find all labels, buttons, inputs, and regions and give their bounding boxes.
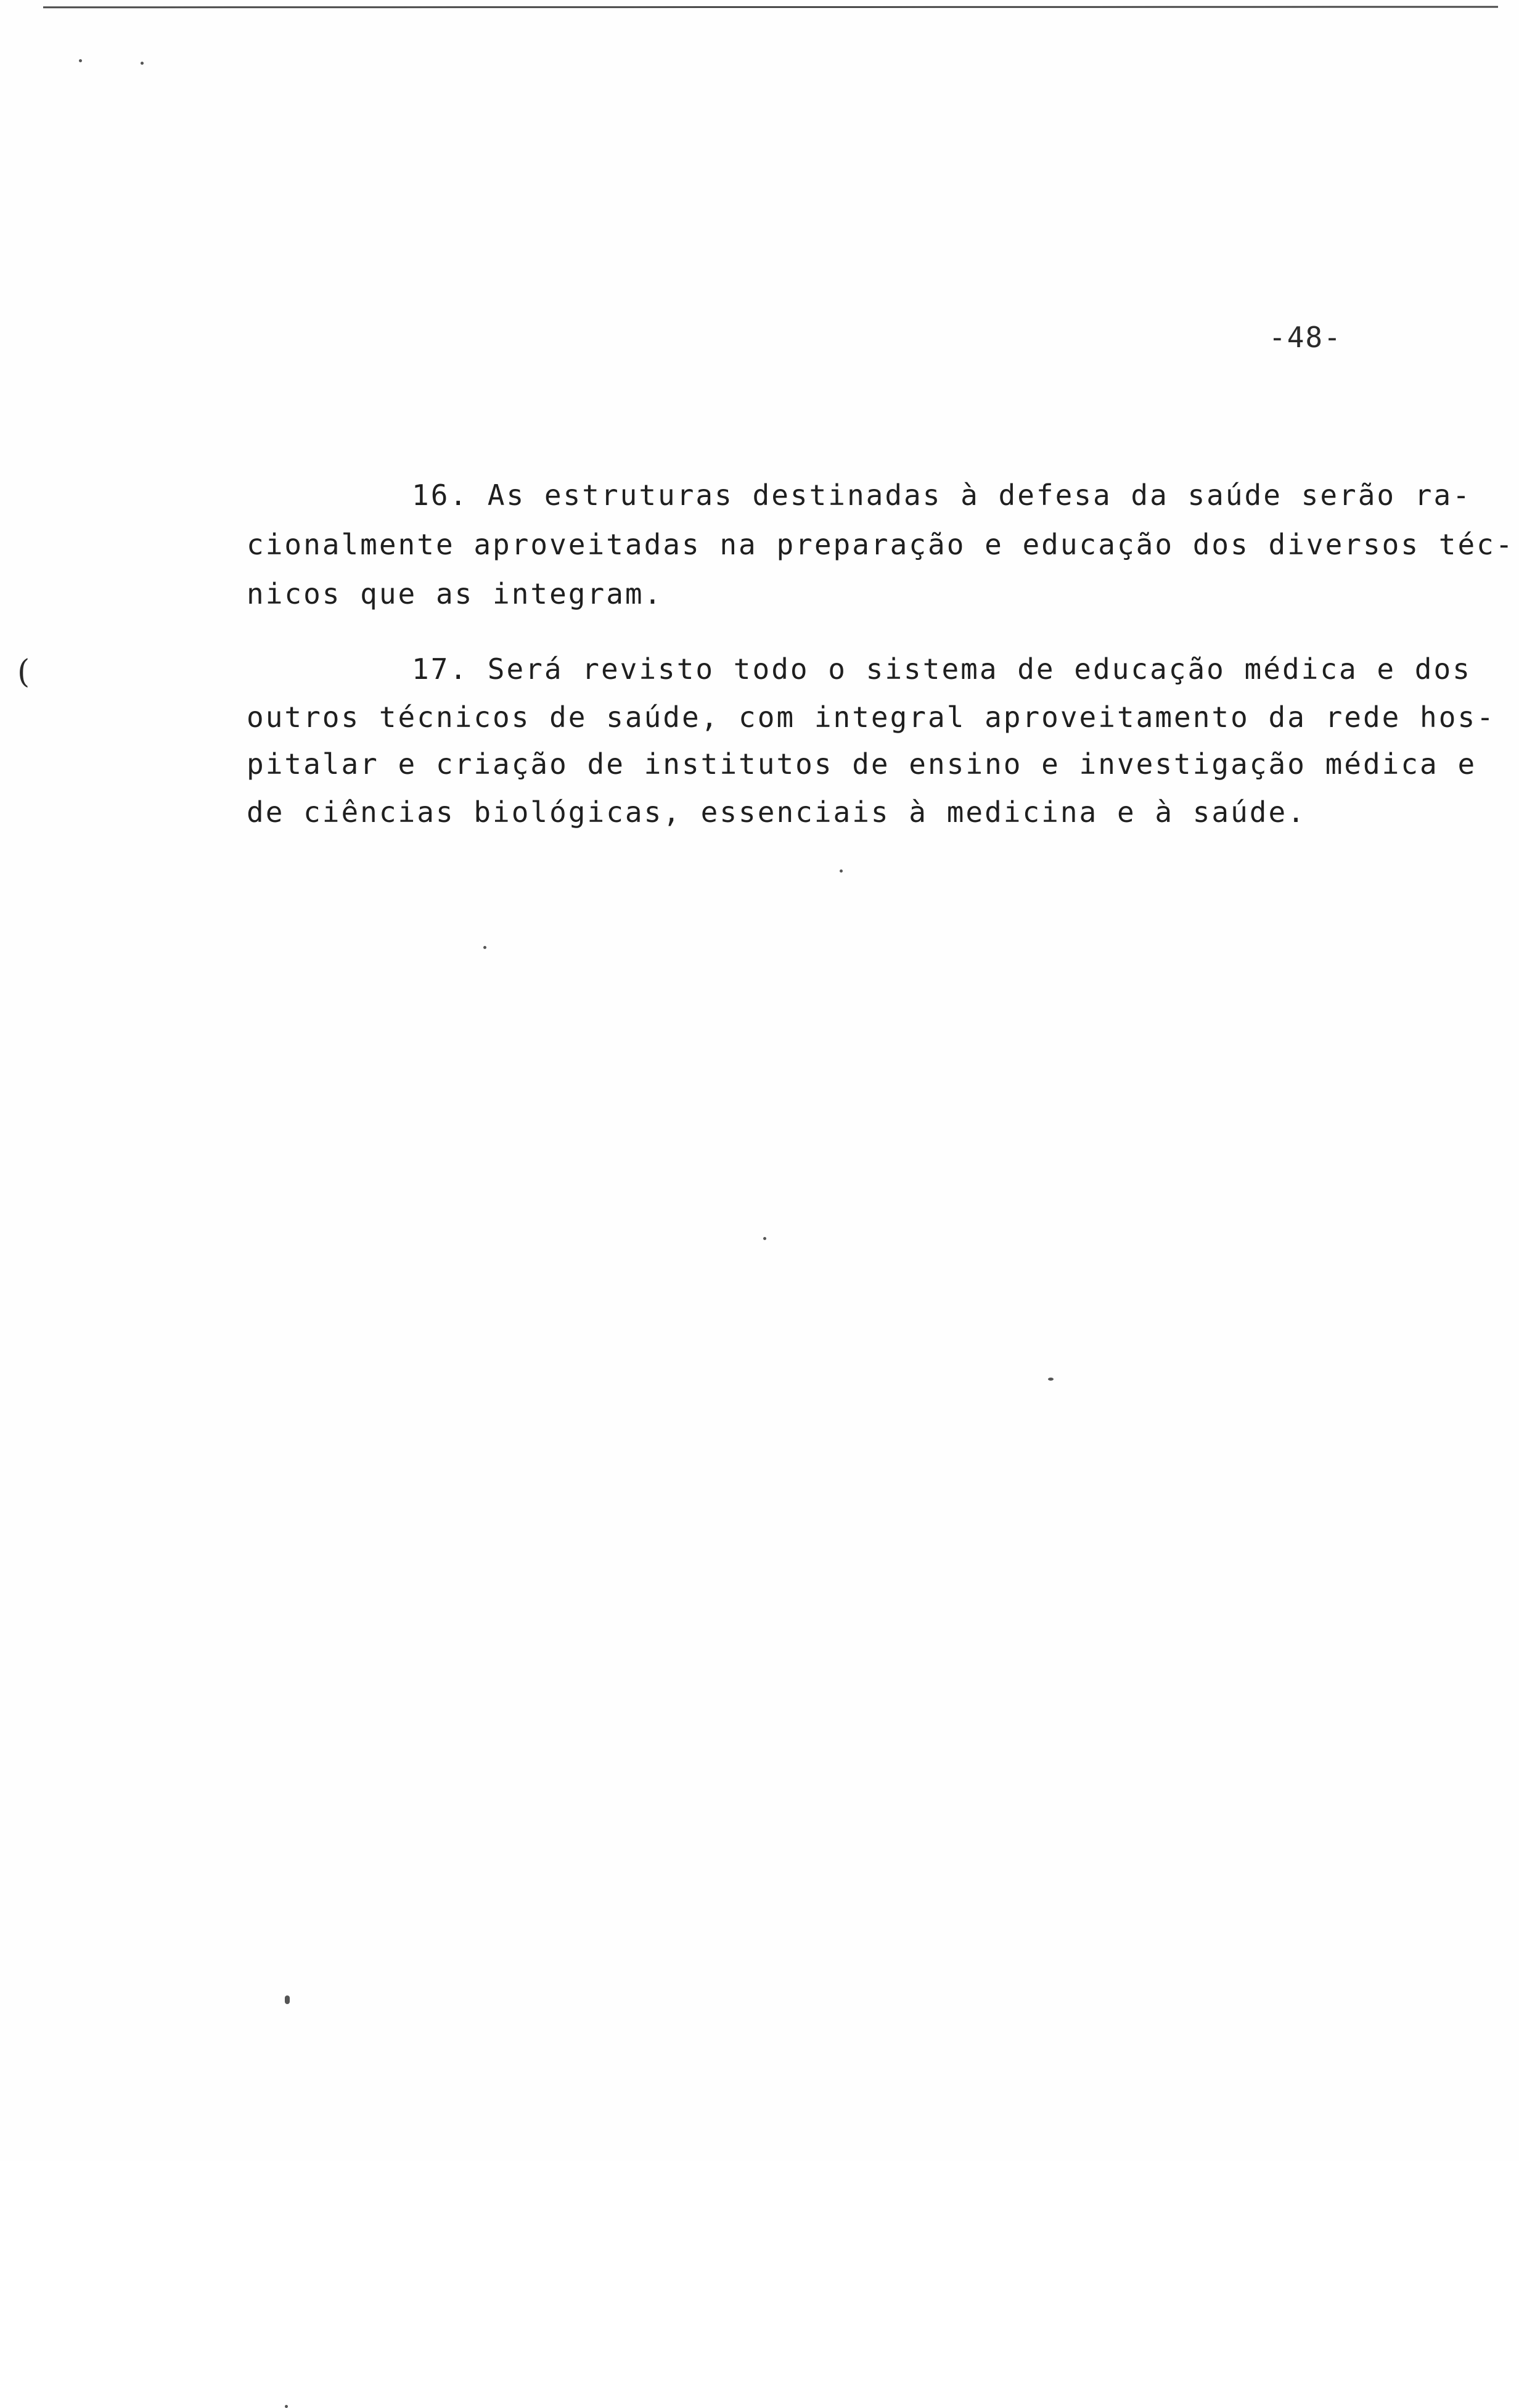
paragraph-line: cionalmente aproveitadas na preparação e educação dos diversos téc-	[247, 528, 1515, 561]
paragraph-line: outros técnicos de saúde, com integral aproveitamento da rede hos-	[247, 701, 1496, 734]
scan-speck	[763, 1237, 766, 1240]
page-number: -48-	[1269, 321, 1342, 354]
scan-speck	[840, 869, 843, 873]
margin-bracket-mark: (	[17, 654, 30, 691]
paragraph-line: 16. As estruturas destinadas à defesa da saúde serão ra-	[412, 479, 1472, 512]
paragraph-line: 17. Será revisto todo o sistema de educação médica e dos	[412, 652, 1472, 686]
scan-speck	[1048, 1378, 1054, 1381]
scan-speck	[79, 59, 82, 62]
scan-speck	[285, 1995, 290, 2004]
scan-speck	[483, 946, 486, 949]
scan-speck	[285, 2405, 288, 2408]
scan-speck	[141, 62, 144, 65]
paragraph-line: nicos que as integram.	[247, 577, 663, 610]
paragraph-line: de ciências biológicas, essenciais à medicina e à saúde.	[247, 795, 1306, 829]
top-border-line	[43, 6, 1498, 9]
paragraph-line: pitalar e criação de institutos de ensino e investigação médica e	[247, 747, 1477, 781]
